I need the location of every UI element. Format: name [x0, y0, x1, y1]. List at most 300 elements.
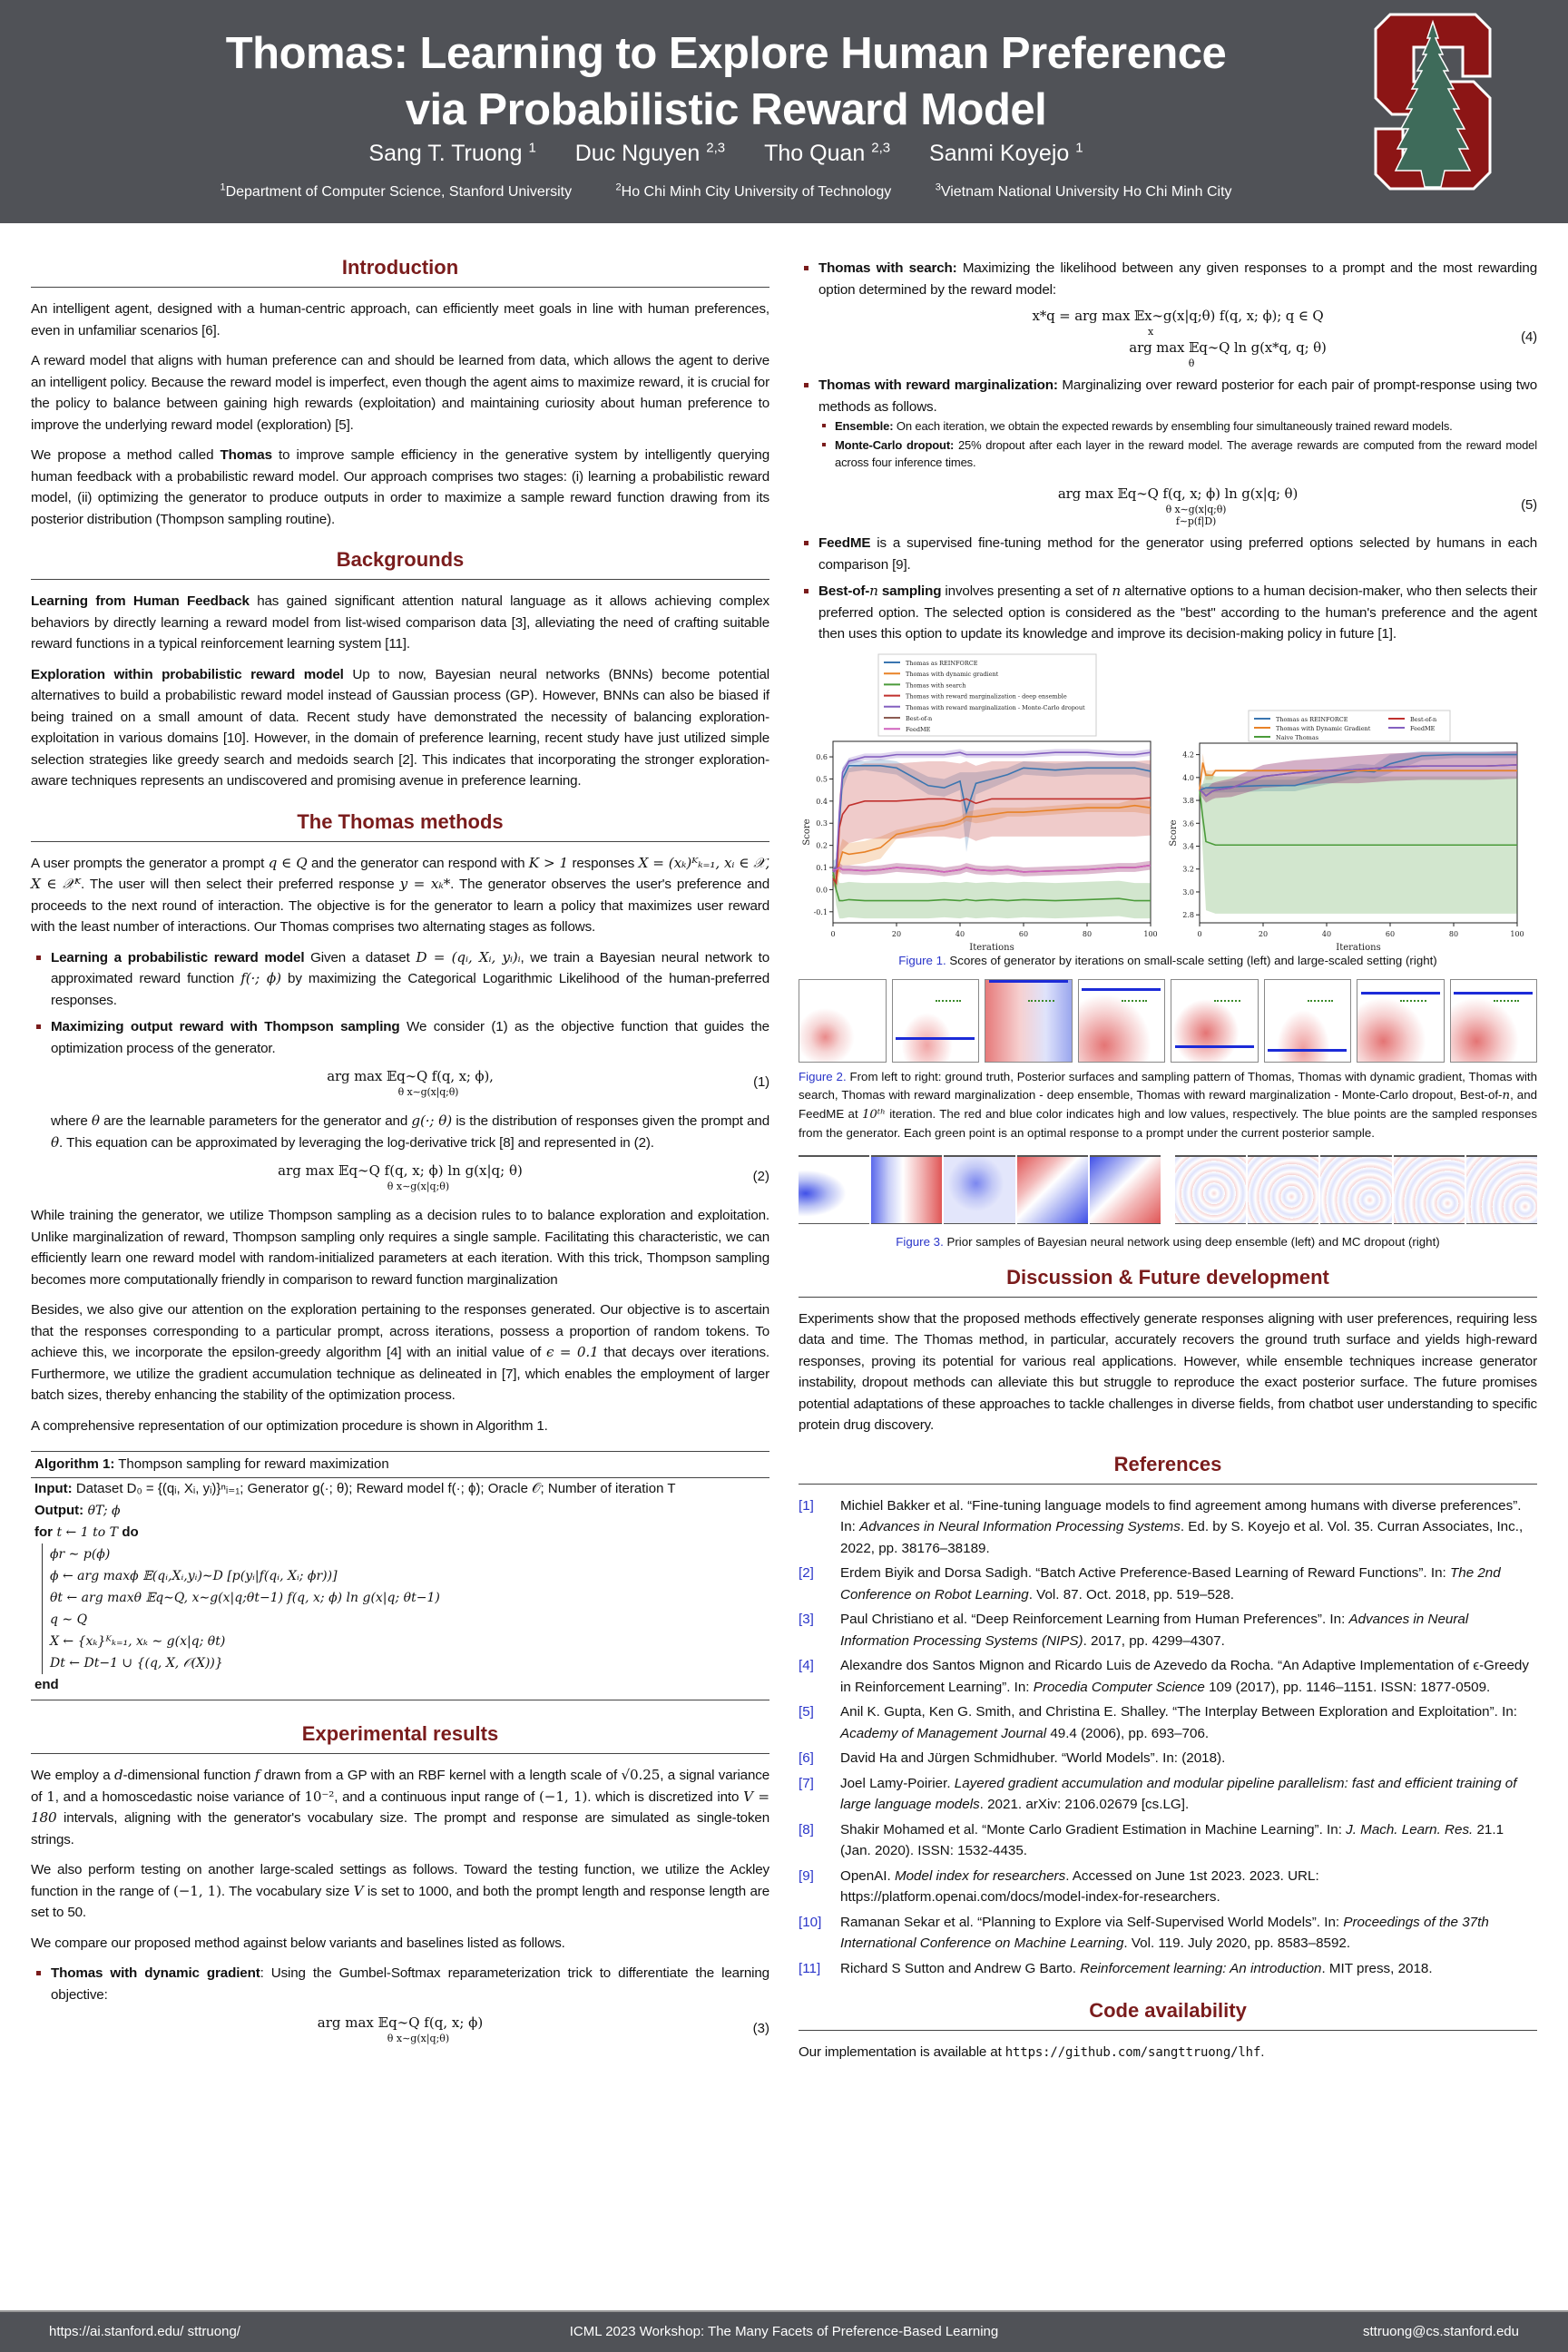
footer-email-link[interactable]: sttruong@cs.stanford.edu	[1363, 2324, 1519, 2339]
reference-text	[840, 1495, 1537, 1560]
math: g(·; θ)	[411, 1112, 453, 1129]
equation-subscript: f∼p(f|D)	[1175, 515, 1217, 527]
algorithm-label: Algorithm 1:	[34, 1456, 115, 1472]
math: n	[869, 583, 878, 599]
y-tick-label: 0.1	[816, 863, 828, 872]
affiliation	[936, 184, 1232, 200]
italic-title: Procedia Computer Science	[1033, 1679, 1205, 1695]
text: .	[1260, 2044, 1265, 2060]
text: . Accessed on June 1st 2023. 2023. URL: https://platform.openai.com/docs/model-index-for-researchers.	[840, 1867, 1319, 1905]
figure-1	[799, 651, 1537, 950]
affiliation-list	[109, 182, 1343, 201]
figure-3-caption	[799, 1233, 1537, 1251]
figure-2-panel-ground-truth	[799, 979, 887, 1063]
caption-text: From left to right: ground truth, Posterior surfaces and sampling pattern of Thomas, Thomas with dynamic gradient, Thomas with search, Thomas with reward marginalization - deep ensemble, Thomas with reward marginalization - Monte-Carlo dropout, Best-of-	[799, 1069, 1537, 1102]
y-tick-label: 3.0	[1182, 887, 1194, 897]
caption-text: iteration. The red and blue color indicates high and low values, respectively. The blue points are the sampled responses from the generator. Each green point is an optimal response to a prompt under the current posterior sample.	[799, 1106, 1538, 1140]
prior-sample-ensemble	[944, 1155, 1014, 1224]
title-line-1: Thomas: Learning to Explore Human Preference	[225, 29, 1227, 78]
y-tick-label: 0.4	[816, 797, 828, 806]
math: y = xₖ*	[399, 876, 451, 892]
sub-bullets	[818, 417, 1537, 471]
reference-item	[799, 1773, 1537, 1816]
bold-term: sampling	[877, 583, 942, 599]
legend-label: FeedME	[906, 725, 931, 733]
y-tick-label: 4.0	[1182, 773, 1194, 782]
reference-text	[840, 1819, 1537, 1862]
text: 109 (2017), pp. 1146–1151. ISSN: 1877-0509.	[1204, 1679, 1491, 1695]
text: . The user will then select their preferred response	[81, 877, 400, 892]
prior-sample-mc-dropout	[1320, 1155, 1391, 1224]
equation-subscript: θ x∼g(x|q;θ)	[387, 2033, 450, 2044]
text: A user prompts the generator a prompt	[31, 855, 269, 871]
algorithm-output	[31, 1500, 769, 1522]
sampled-points-band	[1175, 1045, 1254, 1048]
bold-term: Thomas with dynamic gradient	[51, 1965, 260, 1981]
sampled-points-band	[1454, 992, 1533, 995]
reference-item	[799, 1819, 1537, 1862]
backgrounds-paragraph-2	[31, 664, 769, 792]
bold-term: Ensemble:	[835, 419, 894, 433]
algorithm-title	[31, 1452, 769, 1478]
y-tick-label: 3.2	[1182, 865, 1194, 874]
bold-term: Thomas with search:	[818, 260, 957, 276]
text: -dimensional function	[122, 1768, 255, 1783]
code-availability-text	[799, 2042, 1537, 2064]
reference-item	[799, 1563, 1537, 1605]
text: David Ha and Jürgen Schmidhuber. “World Models”. In: (2018).	[840, 1750, 1226, 1766]
algorithm-line: q ∼ Q	[50, 1612, 88, 1627]
text: Paul Christiano et al. “Deep Reinforcement Learning from Human Preferences”. In:	[840, 1612, 1349, 1627]
text: . 2017, pp. 4299–4307.	[1083, 1632, 1225, 1649]
text: . Ed. by S. Koyejo et al. Vol. 35. Curran Associates, Inc., 2022, pp. 38176–38189.	[840, 1519, 1524, 1556]
affiliation	[220, 184, 572, 200]
caption-text: Scores of generator by iterations on small-scale setting (left) and large-scaled setting (right)	[946, 953, 1437, 967]
math: X = (xₖ)ᴷₖ₌₁, xᵢ ∈ 𝒳, X ∈ 𝒳ᴷ	[31, 854, 769, 892]
x-tick-label: 60	[1385, 929, 1396, 938]
affil-text: Ho Chi Minh City University of Technology	[621, 184, 892, 201]
code-link[interactable]: https://github.com/sangttruong/lhf	[1004, 2045, 1261, 2060]
sampled-points-band	[896, 1037, 975, 1040]
section-heading-introduction: Introduction	[31, 256, 769, 288]
text: has gained significant attention natural language as it allows achieving complex behaviors by directly learning a reward model from list-wised comparison data [3], alleviating the need of crafting suitable reward functions in a typical reinforcement learning system [11].	[31, 593, 769, 652]
bold-term: Learning from Human Feedback	[31, 593, 250, 609]
experimental-paragraph-2	[31, 1859, 769, 1924]
author	[575, 141, 725, 166]
author-sup: 1	[1075, 141, 1083, 156]
bullet-feedme	[799, 533, 1537, 575]
reference-text	[840, 1748, 1537, 1769]
algorithm-line: θt ← arg maxθ 𝔼q∼Q, x∼g(x|q;θt−1) f(q, x; ϕ) ln g(x|q; θt−1)	[50, 1591, 440, 1605]
equation-4	[818, 306, 1537, 369]
algorithm-1	[31, 1451, 769, 1700]
text: and the generator can respond with	[307, 855, 529, 871]
sampled-points-band	[1361, 992, 1440, 995]
equation-body: arg max 𝔼q∼Q f(q, x; ϕ) ln g(x|q; θ)	[1057, 485, 1298, 502]
bullet-ensemble	[818, 417, 1537, 435]
text: , a signal variance of	[31, 1768, 770, 1805]
text: 25% dropout after each layer in the reward model. The average rewards are computed from the reward model across four inference times.	[835, 438, 1537, 469]
affil-text: Vietnam National University Ho Chi Minh City	[940, 184, 1232, 201]
math: 10ᵗʰ	[861, 1107, 886, 1122]
x-tick-label: 100	[1143, 929, 1158, 938]
reference-item	[799, 1655, 1537, 1698]
reference-text	[840, 1609, 1537, 1651]
prior-sample-mc-dropout	[1466, 1155, 1537, 1224]
legend-label: Thomas with search	[906, 681, 966, 689]
y-tick-label: 0.2	[816, 841, 828, 850]
author-name: Sang T. Truong	[368, 141, 523, 167]
reference-text	[840, 1958, 1537, 1980]
optimal-points	[1400, 1000, 1426, 1002]
bullet-mc-dropout	[818, 436, 1537, 471]
legend-label: Best-of-n	[1410, 715, 1437, 723]
equation-number: (5)	[1521, 497, 1537, 513]
affil-sup: 3	[935, 182, 941, 193]
reference-number[interactable]: [7]	[799, 1775, 814, 1791]
text: Besides, we also give our attention on the exploration pertaining to the responses generated. Our objective is to ascertain that the responses corresponding to a particular prompt, across iterations, possess a proportion of random tokens. To achieve this, we incorporate the epsilon-greedy algorithm [4] with an initial value of	[31, 1302, 769, 1360]
text: are the learnable parameters for the generator and	[99, 1113, 412, 1129]
equation-subscript: θ	[1188, 358, 1195, 369]
equation-subscript: θ x∼g(x|q;θ)	[1165, 504, 1227, 515]
italic-title: Reinforcement learning: An introduction	[1080, 1960, 1322, 1976]
algorithm-line: ϕr ∼ p(ϕ)	[50, 1547, 111, 1562]
algorithm-body	[42, 1544, 769, 1674]
x-tick-label: 80	[1082, 929, 1093, 938]
chart-small-scale	[799, 651, 1171, 950]
reference-item	[799, 1912, 1537, 1955]
equation-5	[818, 484, 1537, 527]
input-label: Input:	[34, 1481, 73, 1496]
reference-number[interactable]: [8]	[799, 1821, 814, 1838]
algorithm-end	[31, 1674, 769, 1696]
reference-number[interactable]: [3]	[799, 1612, 814, 1627]
reference-item	[799, 1609, 1537, 1651]
author-list	[181, 141, 1270, 167]
text: Ramanan Sekar et al. “Planning to Explore via Self-Supervised World Models”. In:	[840, 1914, 1344, 1930]
math: (−1, 1)	[538, 1788, 588, 1805]
prior-sample-mc-dropout	[1394, 1155, 1465, 1224]
reference-text	[840, 1866, 1537, 1908]
figure-1-caption	[799, 952, 1537, 970]
text: Marginalizing over reward posterior for each pair of prompt-response using two methods as follows.	[818, 377, 1537, 415]
keyword: for	[34, 1524, 53, 1540]
equation-number: (2)	[752, 1168, 769, 1184]
text: alternative options to a human decision-maker, who then selects their preferred option. The selected option is considered as the "best" according to the human's preference and the agent then uses this option to update its knowledge and improve its decision-making policy in future [1].	[818, 583, 1537, 642]
legend-label: Best-of-n	[906, 714, 933, 722]
text: involves presenting a set of	[941, 583, 1112, 599]
reference-number[interactable]: [6]	[799, 1750, 814, 1766]
figure-2-panel-deep-ensemble	[1171, 979, 1259, 1063]
optimal-points	[1308, 1000, 1333, 1002]
bold-term: Exploration within probabilistic reward model	[31, 666, 344, 682]
text: . The vocabulary size	[220, 1883, 354, 1899]
italic-title: J. Mach. Learn. Res.	[1346, 1821, 1474, 1838]
text: Anil K. Gupta, Ken G. Smith, and Christina E. Shalley. “The Interplay Between Exploration and Exploitation”. In:	[840, 1704, 1517, 1720]
author-sup: 1	[528, 141, 536, 156]
y-tick-label: 2.8	[1182, 910, 1194, 919]
y-axis-label: Score	[802, 818, 812, 846]
y-tick-label: 0.0	[816, 885, 828, 894]
reference-number[interactable]: [4]	[799, 1658, 814, 1673]
x-tick-label: 0	[830, 929, 836, 938]
y-tick-label: 0.5	[816, 774, 828, 783]
legend-label: FeedME	[1410, 724, 1436, 732]
reference-number[interactable]: [1]	[799, 1497, 814, 1514]
affil-sup: 2	[615, 182, 622, 193]
y-tick-label: 3.6	[1182, 818, 1194, 828]
discussion-paragraph: Experiments show that the proposed methods effectively generate responses aligning with user preferences, requiring less data and time. The Thomas method, in particular, accurately recovers the ground truth surface and yields high-reward responses, proving its potential for various real applications. However, while ensemble techniques increase generator instability, dropout methods can alleviate this but struggle to reproduce the exact posterior surface. The future promises potential adaptations of these approaches to tackle challenges in diverse fields, from chatbot user understanding to specific protein drug discovery.	[799, 1310, 1537, 1433]
intro-paragraph-1: An intelligent agent, designed with a human-centric approach, can efficiently meet goals in line with human preferences, even in unfamiliar scenarios [6].	[31, 301, 769, 338]
equation-number: (3)	[752, 2020, 769, 2036]
text: by maximizing the Categorical Logarithmic Likelihood of the human-preferred responses.	[51, 971, 769, 1008]
reference-text	[840, 1912, 1537, 1955]
left-column	[31, 245, 769, 2057]
text: Richard S Sutton and Andrew G Barto.	[840, 1960, 1081, 1976]
x-tick-label: 40	[955, 929, 965, 938]
math: n	[1502, 1088, 1511, 1102]
chart-large-scale	[1165, 651, 1537, 950]
italic-title: Academy of Management Journal	[840, 1725, 1047, 1741]
text: Michiel Bakker et al. “Fine-tuning language models to find agreement among humans with diverse preferences”. In:	[840, 1497, 1522, 1534]
math: n	[1112, 583, 1122, 599]
reference-text	[840, 1773, 1537, 1816]
math: D = (qᵢ, Xᵢ, yᵢ)ᵢ	[416, 948, 521, 965]
text: drawn from a GP with an RBF kernel with a length scale of	[260, 1768, 622, 1783]
output-label: Output:	[34, 1503, 84, 1518]
methods-bullets	[31, 947, 769, 1154]
math: V = 180	[31, 1788, 769, 1826]
text: intervals, aligning with the generator's vocabulary size. The prompt and response are simulated as single-token strings.	[31, 1810, 769, 1847]
author	[929, 141, 1083, 166]
text: Joel Lamy-Poirier.	[840, 1775, 955, 1791]
text: that decays over iterations. Furthermore, we utilize the gradient accumulation technique as delineated in [7], which enables the employment of larger batch sizes, thereby enhancing the stability of the optimization process.	[31, 1345, 769, 1403]
bold-term: Maximizing output reward with Thompson sampling	[51, 1019, 400, 1034]
bullet-reward-model	[31, 947, 769, 1012]
text: Our implementation is available at	[799, 2044, 1005, 2060]
equation-body: arg max 𝔼q∼Q f(q, x; ϕ)	[317, 2014, 484, 2031]
section-heading-backgrounds: Backgrounds	[31, 548, 769, 580]
x-tick-label: 40	[1321, 929, 1332, 938]
math: (−1, 1)	[172, 1882, 221, 1899]
poster-title	[181, 25, 1270, 138]
optimal-points	[1494, 1000, 1519, 1002]
author-sup: 2,3	[871, 141, 891, 156]
text: to improve sample efficiency in the generative system by intelligently querying human feedback with a probabilistic reward model. Our approach comprises two stages: (i) learning a probabilistic reward model, (ii) optimizing the generator to produce outputs in order to maximize a sample reward function drawing from its posterior distribution (Thompson sampling routine).	[31, 447, 770, 527]
affil-sup: 1	[220, 182, 226, 193]
equation-1	[51, 1066, 769, 1098]
experimental-paragraph-1	[31, 1765, 769, 1850]
y-axis-label: Score	[1169, 818, 1179, 847]
output-text: θT; ϕ	[83, 1504, 121, 1518]
experimental-paragraph-3: We compare our proposed method against below variants and baselines listed as follows.	[31, 1935, 565, 1951]
bullet-dynamic-gradient	[31, 1963, 769, 2005]
figure-label: Figure 1.	[898, 953, 946, 967]
author-name: Tho Quan	[764, 141, 866, 167]
bold-term: Best-of-	[818, 583, 870, 599]
bold-term: Learning a probabilistic reward model	[51, 949, 305, 965]
equation-number: (1)	[753, 1073, 769, 1090]
italic-title: Layered gradient accumulation and modular pipeline parallelism: fast and efficient training of large language models	[840, 1775, 1517, 1812]
x-tick-label: 0	[1197, 929, 1202, 938]
right-column	[799, 258, 1537, 2073]
legend-label: Thomas as REINFORCE	[906, 659, 978, 667]
x-tick-label: 60	[1018, 929, 1029, 938]
text: where	[51, 1113, 92, 1129]
reference-item	[799, 1958, 1537, 1980]
equation-3	[31, 2013, 769, 2044]
optimal-points	[936, 1000, 961, 1002]
legend-label: Thomas with Dynamic Gradient	[1276, 724, 1371, 732]
legend-label: Naive Thomas	[1276, 733, 1319, 741]
math: ϵ = 0.1	[546, 1344, 599, 1360]
loop-range: t ← 1 to T	[53, 1525, 122, 1540]
affiliation	[616, 184, 892, 200]
reference-number[interactable]: [9]	[799, 1867, 814, 1884]
italic-title: Model index for researchers	[894, 1867, 1066, 1884]
reference-text	[840, 1655, 1537, 1698]
prior-sample-mc-dropout	[1175, 1155, 1246, 1224]
text: OpenAI.	[840, 1867, 895, 1884]
x-tick-label: 20	[1258, 929, 1269, 938]
section-heading-methods: The Thomas methods	[31, 810, 769, 842]
confidence-band	[1200, 772, 1517, 913]
algorithm-for	[31, 1522, 769, 1544]
section-heading-experimental: Experimental results	[31, 1722, 769, 1754]
figure-2-panel-best-of-n	[1357, 979, 1445, 1063]
methods-paragraph-2: While training the generator, we utilize Thompson sampling as a decision rules to to balance exploration and exploitation. Unlike marginalization of reward, Thompson sampling only requires a single sample. Facilitating this characteristic, we can efficiently learn one reward model with random-initialized parameters at each iteration. With this trick, Thompson sampling becomes more computationally friendly in comparison to reward function marginalization	[31, 1208, 769, 1288]
math: f	[254, 1767, 260, 1783]
italic-title: Advances in Neural Information Processing Systems (NIPS)	[840, 1612, 1469, 1649]
text: . Vol. 87. Oct. 2018, pp. 519–528.	[1028, 1586, 1235, 1602]
figure-2-panels	[799, 979, 1537, 1063]
text: , and a continuous input range of	[334, 1788, 539, 1805]
bold-term: FeedME	[818, 535, 871, 551]
methods-paragraph-4: A comprehensive representation of our optimization procedure is shown in Algorithm 1.	[31, 1417, 548, 1434]
prior-sample-mc-dropout	[1248, 1155, 1318, 1224]
y-tick-label: 3.4	[1182, 842, 1194, 851]
y-tick-label: 3.8	[1182, 796, 1194, 805]
title-line-2: via Probabilistic Reward Model	[405, 85, 1047, 134]
reference-number[interactable]: [10]	[799, 1914, 822, 1930]
prior-sample-ensemble	[1017, 1155, 1088, 1224]
math: θ	[51, 1133, 59, 1151]
experimental-bullets	[31, 1963, 769, 2005]
legend-label: Thomas as REINFORCE	[1276, 715, 1348, 723]
figure-2-caption	[799, 1068, 1537, 1142]
italic-title: The 2nd Conference on Robot Learning	[840, 1565, 1501, 1602]
equation-2	[31, 1161, 769, 1192]
italic-title: Advances in Neural Information Processing Systems	[859, 1519, 1181, 1534]
equation-body: arg max 𝔼q∼Q f(q, x; ϕ) ln g(x|q; θ)	[278, 1162, 523, 1179]
x-axis-label: Iterations	[969, 942, 1014, 950]
reference-number[interactable]: [5]	[799, 1704, 814, 1720]
italic-title: Proceedings of the 37th International Conference on Machine Learning	[840, 1914, 1489, 1951]
text: . MIT press, 2018.	[1321, 1960, 1433, 1976]
math: K > 1	[528, 854, 569, 871]
equation-subscript: θ x∼g(x|q;θ)	[387, 1181, 450, 1192]
text: , and a homoscedastic noise variance of	[54, 1788, 305, 1805]
x-axis-label: Iterations	[1336, 942, 1381, 950]
text: We employ a	[31, 1768, 114, 1783]
sampled-points-band	[1268, 1049, 1347, 1052]
reference-item	[799, 1866, 1537, 1908]
prior-sample-ensemble	[1090, 1155, 1161, 1224]
section-heading-references: References	[799, 1453, 1537, 1485]
text: . 2021. arXiv: 2106.02679 [cs.LG].	[979, 1797, 1190, 1812]
algorithm-name: Thompson sampling for reward maximization	[114, 1456, 389, 1472]
bullet-search	[799, 258, 1537, 369]
algorithm-line: Dt ← Dt−1 ∪ {(q, X, 𝒪(X))}	[50, 1656, 223, 1671]
reference-number[interactable]: [11]	[799, 1960, 821, 1976]
text: responses	[568, 855, 639, 871]
equation-number: (4)	[1521, 329, 1537, 345]
bold-term: Thomas	[220, 447, 272, 463]
text: Given a dataset	[304, 949, 416, 965]
figure-3-panels	[799, 1155, 1537, 1224]
math: d	[113, 1767, 123, 1783]
equation-subscript: θ x∼g(x|q;θ)	[397, 1086, 459, 1098]
algorithm-input	[31, 1478, 769, 1500]
x-tick-label: 20	[891, 929, 902, 938]
text: : Using the Gumbel-Softmax reparameterization trick to differentiate the learning objective:	[51, 1965, 769, 2003]
caption-text: Prior samples of Bayesian neural network using deep ensemble (left) and MC dropout (right)	[943, 1234, 1440, 1249]
sampled-points-band	[989, 980, 1068, 983]
y-tick-label: 4.2	[1182, 750, 1194, 760]
section-heading-code: Code availability	[799, 1999, 1537, 2031]
figure-2-panel-thomas	[892, 979, 980, 1063]
figure-label: Figure 3.	[896, 1234, 944, 1249]
bullet-best-of-n	[799, 581, 1537, 645]
methods-paragraph-3	[31, 1299, 769, 1406]
bullet-thompson	[31, 1016, 769, 1153]
prior-sample-ensemble	[799, 1155, 869, 1224]
math: V	[353, 1882, 364, 1899]
section-heading-discussion: Discussion & Future development	[799, 1266, 1537, 1298]
reference-item	[799, 1701, 1537, 1744]
text: On each iteration, we obtain the expected rewards by ensembling four simultaneously trained reward models.	[893, 419, 1453, 433]
footer-website-link[interactable]: https://ai.stanford.edu/ sttruong/	[49, 2324, 240, 2339]
y-tick-label: -0.1	[813, 907, 828, 916]
author-name: Sanmi Koyejo	[929, 141, 1070, 167]
bold-term: Monte-Carlo dropout:	[835, 438, 955, 452]
equation-line: arg max 𝔼q∼Q ln g(x*q, q; θ)	[1129, 339, 1327, 356]
text: . This equation can be approximated by leveraging the log-derivative trick [8] and represented in (2).	[59, 1134, 654, 1151]
optimal-points	[1214, 1000, 1240, 1002]
text: is set to 1000, and both the prompt length and response length are set to 50.	[31, 1883, 769, 1920]
reference-number[interactable]: [2]	[799, 1565, 814, 1581]
optimal-points	[1122, 1000, 1147, 1002]
legend-label: Thomas with dynamic gradient	[906, 670, 999, 678]
reference-text	[840, 1701, 1537, 1744]
text: 21.1 (Jan. 2020). ISSN: 1532-4435.	[840, 1821, 1504, 1858]
prior-sample-ensemble	[871, 1155, 942, 1224]
figure-2-panel-monte-carlo-dropout	[1264, 979, 1352, 1063]
text: Erdem Biyik and Dorsa Sadigh. “Batch Active Preference-Based Learning of Reward Functions”. In:	[840, 1565, 1450, 1581]
bold-term: Thomas with reward marginalization:	[818, 377, 1058, 393]
text: . The generator observes the user's preference and proceeds to the next round of interaction. The objective is for the generator to learn a policy that maximizes user reward with the least number of interactions. Our Thomas comprises two alternating stages as follows.	[31, 877, 769, 935]
math: 1	[46, 1788, 55, 1805]
text: Maximizing the likelihood between any given responses to a prompt and the most rewarding option determined by the reward model:	[818, 260, 1537, 298]
intro-paragraph-3	[31, 445, 769, 530]
poster-footer	[0, 2310, 1568, 2352]
sampled-points-band	[1082, 988, 1161, 991]
x-tick-label: 100	[1510, 929, 1524, 938]
author	[368, 141, 535, 166]
author	[764, 141, 890, 166]
text: We propose a method called	[31, 447, 220, 463]
caption-text: , and FeedME at	[799, 1087, 1537, 1121]
